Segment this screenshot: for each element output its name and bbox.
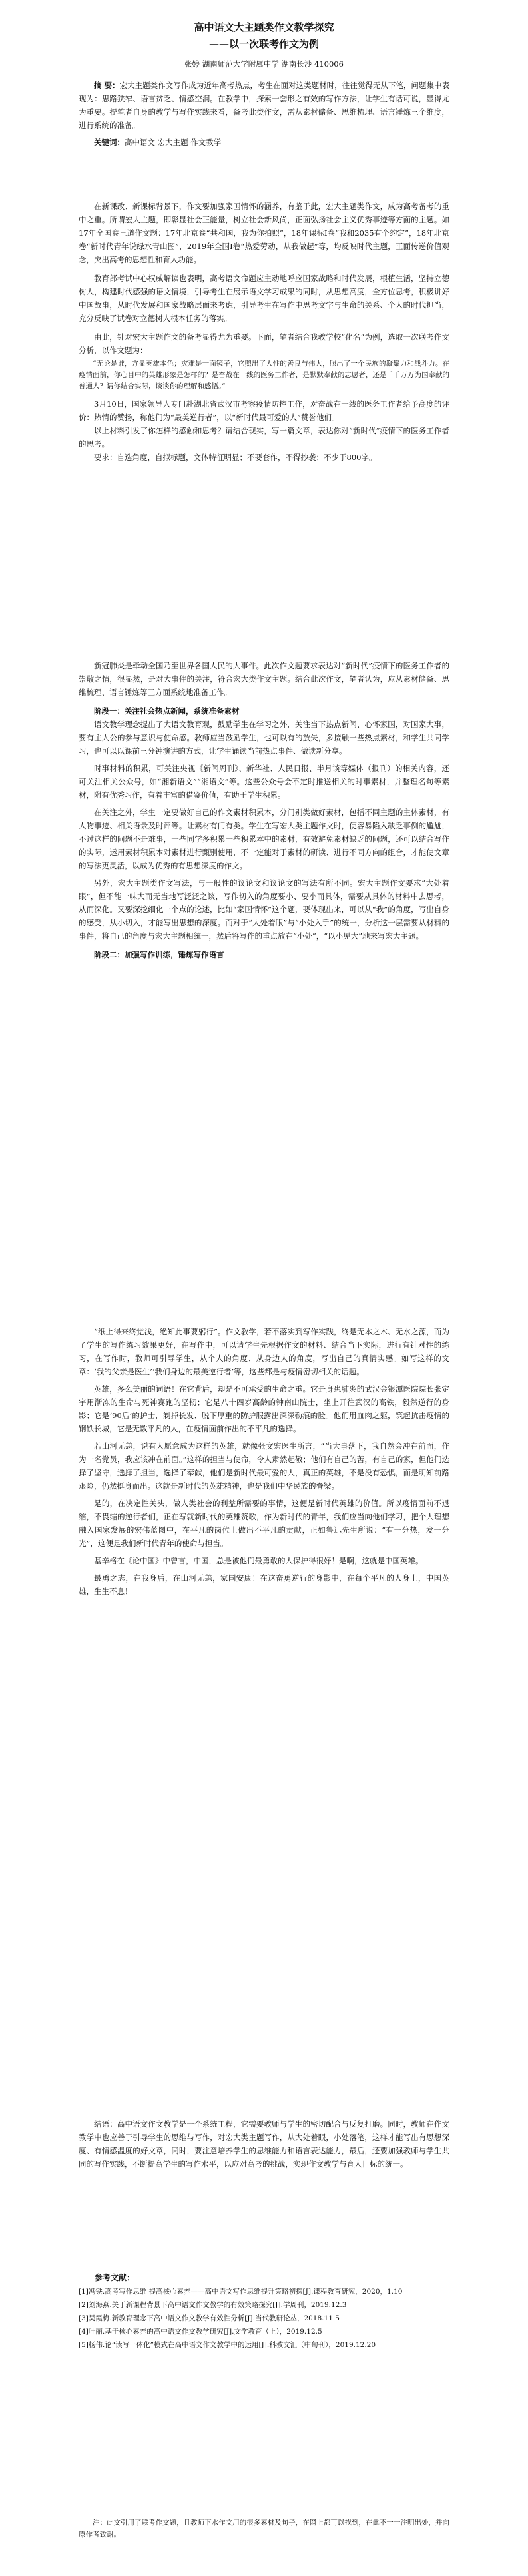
references-heading: 参考文献： [95,2273,135,2282]
body-paragraph: 另外，宏大主题类作文写法，与一般性的议论文和议论文的写法有所不同。宏大主题作文要求“大处着眼”，但不能一味大而无当地写泛泛之谈，写作切入的角度要小、要小而具体，需要从具体的材料中去思考，从而深化。又要深挖细化一个点的论述，比如“家国情怀”这个题，要体现出来，可以从“我”的角度，写出自身的感受，从小切入，才能写出思想的深度。而对于“大处着眼”与“小处入手”的统一，分析这一层需要从材料的事件，将自己的角度与宏大主题相统一，然后将写作的重点放在“小处”，“以小见大”地来写宏大主题。 [79,878,449,941]
paper-subtitle: ——以一次联考作文为例 [208,38,319,50]
reference-item: [5]杨伟.论“读写一体化”模式在高中语文作文教学中的运用[J].科教文汇（中旬刊），2019.12.20 [79,2341,376,2349]
conclusion [79,2117,449,2171]
body-paragraph: 在关注之外，学生一定要做好自己的作文素材积累本，分门别类做好素材，包括不同主题的主体素材，有人物事迹、相关语录及时评等。让素材有门有类。学生在写宏大类主题作文时，便容易陷入缺乏事例的尴尬，不过这样的问题不是难事，一些同学多积累一些积累本中的素材，有效避免素材缺乏的问题，还可以结合写作的实际，运用素材积累本对素材进行甄别使用，不一定能对于素材的研读、进行不同方向的组合，才能使文章的写法更灵活，以成为优秀的有思想深度的作文。 [79,808,449,870]
body-paragraph: 基辛格在《论中国》中曾言，中国，总是被他们最勇敢的人保护得很好！是啊，这就是中国英雄。 [94,1556,423,1565]
reference-item: [2]刘海燕.关于新课程背景下高中语文作文教学的有效策略探究[J].学周刊，2019.12.3 [79,2301,347,2309]
body-paragraph: 语文教学理念提出了大语文教育观，鼓励学生在学习之外，关注当下热点新闻、心怀家国，对国家大事，要有主人公的参与意识与使命感。教师应当鼓励学生，也可以有的放矢，多接触一些热点素材，和学生共同学习，也可以以课前三分钟演讲的方式，让学生诵读当前热点事件、做读新分享。 [79,720,449,756]
abstract [79,79,449,149]
reference-item: [1]冯铁.高考写作思维 提高核心素养——高中语文写作思维提升策略初探[J].课程教育研究，2020，1.10 [79,2288,403,2296]
task-paragraph: 以上材料引发了你怎样的感触和思考？请结合现实，写一篇文章，表达你对“新时代”疫情下的医务工作者的思考。 [79,426,449,449]
task-requirements: 要求：自选角度，自拟标题，文体特征明显；不要套作，不得抄袭；不少于800字。 [94,453,377,462]
body-paragraph: 时事材料的积累，可关注央视《新闻周刊》、新华社、人民日报、半月谈等媒体（报刊）的相关内容，还可关注相关公众号，如“湘新语文”“湘语文”等。这些公众号会不定时推送相关的时事素材，并整理名句等素材，附有优秀习作，有着丰富的借鉴价值，有助于学生积累。 [79,764,449,800]
body-paragraph: 最勇之志，在我身后，在山河无恙，家国安康！在这奋勇逆行的身影中，在每个平凡的人身上，中国英雄，生生不息！ [79,1573,449,1596]
keywords-label: 关键词： [94,138,125,147]
keywords-text: 高中语文 宏大主题 作文教学 [125,138,222,147]
abstract-text: 宏大主题类作文写作成为近年高考热点，考生在面对这类题材时，往往觉得无从下笔，问题集中表现为：思路狭窄、语言贫乏、情感空洞。在教学中，探索一套形之有效的写作方法，让学生有话可说，显得尤为重要。提笔者自身的教学与写作实践来看，备考此类作文，需从素材储备、思维梳理、语言锤炼三个维度，进行系统的准备。 [79,81,449,130]
quote-intro: 由此，针对宏大主题作文的备考显得尤为重要。下面，笔者结合我教学校“化名”为例，选取一次联考作文分析，以作文题为： [79,332,449,355]
body-paragraph: 新冠肺炎是牵动全国乃至世界各国人民的大事件。此次作文题要求表达对“新时代”疫情下的医务工作者的崇敬之情，很显然，是对大事件的关注，符合宏大类作文主题。结合此次作文，笔者认为，应从素材储备、思维梳理、语言锤炼等三方面系统地准备工作。 [79,661,449,697]
stage-heading-1: 阶段一：关注社会热点新闻，系统准备素材 [94,706,240,716]
intro-paragraph: 在新课改、新课标背景下，作文要加强家国情怀的涵养，有鉴于此，宏大主题类作文，成为高考备考的重中之重。所谓宏大主题，即彰显社会正能量，树立社会新风尚，正面弘扬社会主义优秀事迹等方面的主题。如17年全国卷三道作文题：17年北京卷“共和国，我为你拍照”，18年课标Ⅰ卷“我和2035有个约定”，18年北京卷“新时代青年说绿水青山图”，2019年全国Ⅰ卷“热爱劳动，从我做起”等，均反映时代主题，正面传递价值观念，突出高考的思想性和育人功能。 [79,202,449,264]
paper-title: 高中语文大主题类作文教学探究 [194,21,334,33]
conclusion-paragraph: 结语：高中语文作文教学是一个系统工程，它需要教师与学生的密切配合与反复打磨。同时，教师在作文教学中也应善于引导学生的思维与写作，对宏大类主题写作，从大处着眼，小处落笔，这样才能写出有思想深度、有情感温度的好文章，同时，要注意培养学生的思维能力和语言表达能力，最后，还要加强教师与学生共同的写作实践，不断提高学生的写作水平，以应对高考的挑战，实现作文教学与育人目标的统一。 [79,2119,449,2169]
reference-item: [4]叶丽.基于核心素养的高中语文作文教学研究[J].文学教育（上），2019.12.5 [79,2328,322,2336]
exam-prompt-quote: “无论是谁，方显英雄本色；灾难是一面镜子，它照出了人性的善良与伟大，照出了一个民族的凝聚力和战斗力。在疫情面前，你心目中的英雄形象是怎样的？是奋战在一线的医务工作者，是默默奉献的志愿者，还是千千万万为国奉献的普通人？请你结合实际，谈谈你的理解和感悟。” [79,360,449,390]
body-section-2 [79,1325,449,1598]
task-paragraph: 3月10日，国家领导人专门赴湖北省武汉市考察疫情防控工作，对奋战在一线的医务工作者给予高度的评价：热情的赞扬，称他们为“最美逆行者”，以“新时代最可爱的人”赞誉他们。 [79,399,449,422]
reference-item: [3]吴霞梅.新教育理念下高中语文作文教学有效性分析[J].当代教研论丛，2018.11.5 [79,2314,340,2322]
references [79,2270,449,2352]
body-paragraph: 英雄，多么美丽的词语！在它背后，却是不可承受的生命之重。它是身患肺炎的武汉金银潭医院院长张定宇用渐冻的生命与死神赛跑的坚韧；它是八十四岁高龄的钟南山院士，坐上开往武汉的高铁，毅然逆行的身影；它是‘90后’的护士，剃掉长发、脱下厚重的防护服露出深深勒痕的脸。他们用血肉之躯，筑起抗击疫情的钢铁长城，它是无数平凡的人，在疫情面前作出的不平凡的选择。 [79,1384,449,1433]
body-paragraph: 是的，在决定性关头，做人类社会的利益所需要的事情，这便是新时代英雄的价值。所以疫情面前不退缩，不畏缩的逆行者们，正在写就新时代的英雄赞歌，作为新时代的青年，我们应当向他们学习，把个人理想融入国家发展的宏伟蓝图中，在平凡的岗位上做出不平凡的贡献，正如鲁迅先生所说：“有一分热，发一分光”，这便是我们新时代青年的使命与担当。 [79,1499,449,1548]
intro-paragraph: 教育部考试中心权威解读也表明，高考语文命题应主动地呼应国家战略和时代发展，根植生活，坚持立德树人，构建时代感强的语文情境，引导考生在展示语文学习成果的同时，从思想高度，全方位思考，积极讲好中国故事，从时代发展和国家战略层面来考虑，引导考生在写作中思考文字与生命的关系、个人的时代担当，充分反映了试卷对立德树人根本任务的落实。 [79,274,449,323]
body-paragraph: “纸上得来终觉浅，绝知此事要躬行”。作文教学，若不落实到写作实践，终是无本之木、无水之源，而为了学生的写作练习效果更好，在写作中，可以请学生先根据作文的材料、结合当下实际，进行有针对性的练习，在写作时，教师可引导学生，从个人的角度、从身边人的角度，写出自己的真情实感。如写这样的文章：‘我的父亲是医生’‘我们身边的最美逆行者’等，这些都是与疫情密切相关的话题。 [79,1327,449,1376]
author-line: 张婷 湖南师范大学附属中学 湖南长沙 410006 [184,59,344,69]
footnote-text: 注：此文引用了联考作文题，且教师下水作文用的很多素材及句子，在网上都可以找到，在此不一一注明出处，并向原作者致谢。 [79,2519,449,2539]
abstract-label: 摘 要： [94,81,120,90]
stage-heading-2: 阶段二：加强写作训练，锤炼写作语言 [94,950,224,959]
footnote [79,2517,449,2541]
introduction [79,200,449,464]
body-section-1 [79,659,449,961]
body-paragraph: 若山河无恙，说有人愿意成为这样的英雄，就像张文宏医生所言，“当大事落下，我自然会冲在前面，作为一名党员，我应该冲在前面。”这样的担当与使命，令人肃然起敬；他们有自己的苦，有自己的家，但他们选择了坚守，选择了担当，选择了奉献，他们是新时代最可爱的人，真正的英雄，不是没有恐惧，而是明知前路艰险，仍然挺身而出。这就是新时代的英雄精神，也是我们中华民族的脊梁。 [79,1441,449,1491]
